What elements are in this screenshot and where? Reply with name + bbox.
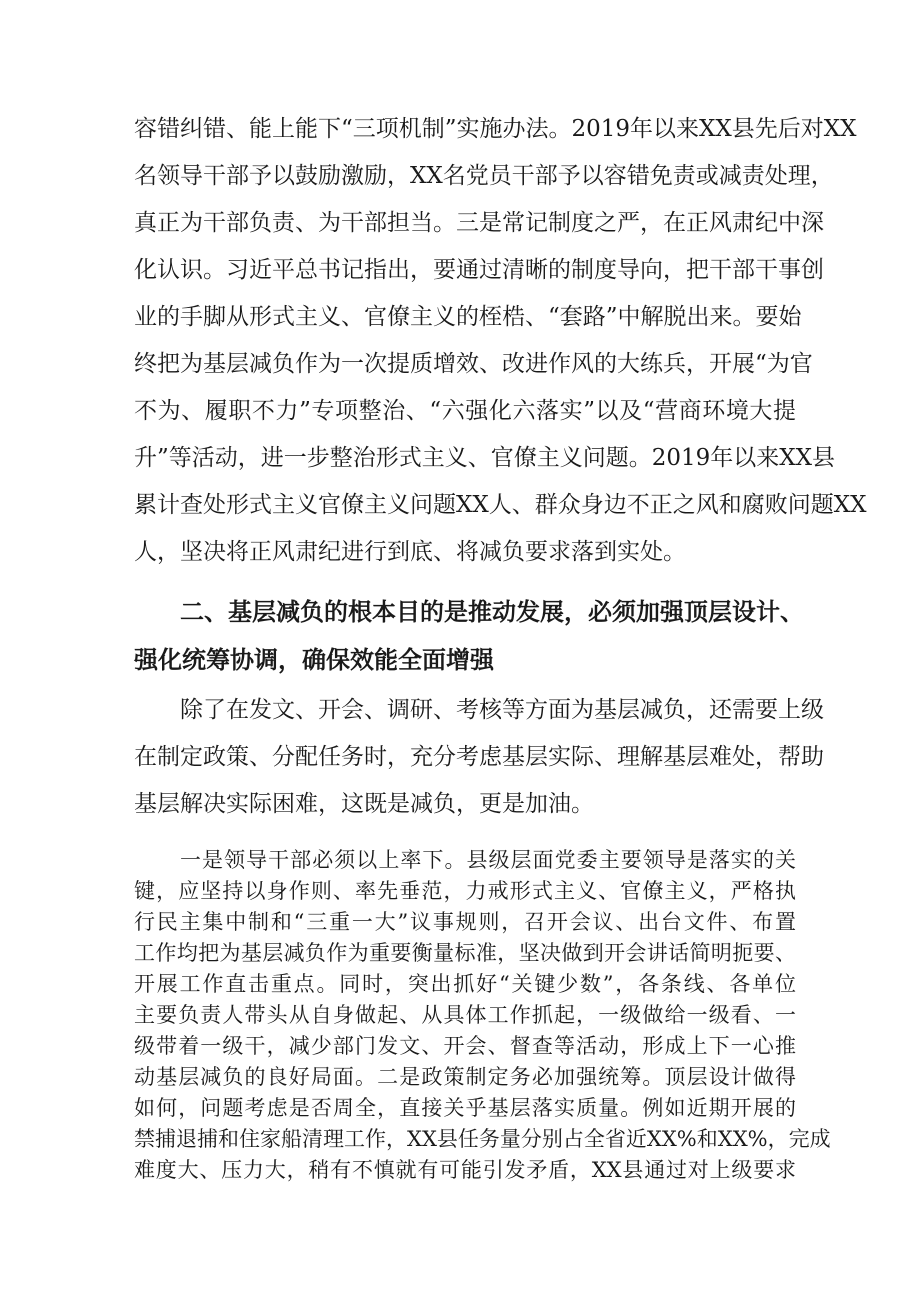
text-line: 键，应坚持以身作则、率先垂范，力戒形式主义、官僚主义，严格执 <box>134 879 796 903</box>
text-line: 人，坚决将正风肃纪进行到底、将减负要求落到实处。 <box>134 539 686 565</box>
text-line: 真正为干部负责、为干部担当。三是常记制度之严，在正风肃纪中深 <box>134 210 824 236</box>
text-line: 在制定政策、分配任务时，充分考虑基层实际、理解基层难处，帮助 <box>134 744 824 770</box>
text-line: 级带着一级干，减少部门发文、开会、督查等活动，形成上下一心推 <box>134 1034 796 1058</box>
text-line: 终把为基层减负作为一次提质增效、改进作风的大练兵，开展“为官 <box>134 351 813 377</box>
text-line: 一是领导干部必须以上率下。县级层面党委主要领导是落实的关 <box>180 848 796 872</box>
heading-line: 强化统筹协调，确保效能全面增强 <box>134 646 494 674</box>
text-line: 不为、履职不力”专项整治、“六强化六落实”以及“营商环境大提 <box>134 398 796 424</box>
text-line: 名领导干部予以鼓励激励，XX名党员干部予以容错免责或减责处理， <box>134 163 834 189</box>
text-line: 工作均把为基层减负作为重要衡量标准，坚决做到开会讲话简明扼要、 <box>134 941 796 965</box>
text-line: 难度大、压力大，稍有不慎就有可能引发矛盾，XX县通过对上级要求 <box>134 1158 796 1182</box>
text-line: 累计查处形式主义官僚主义问题XX人、群众身边不正之风和腐败问题XX <box>134 492 867 518</box>
heading-line: 二、基层减负的根本目的是推动发展，必须加强顶层设计、 <box>180 598 804 626</box>
text-line: 容错纠错、能上能下“三项机制”实施办法。2019年以来XX县先后对XX <box>134 116 857 142</box>
text-line: 如何，问题考虑是否周全，直接关乎基层落实质量。例如近期开展的 <box>134 1096 796 1120</box>
text-line: 动基层减负的良好局面。二是政策制定务必加强统筹。顶层设计做得 <box>134 1065 796 1089</box>
text-line: 开展工作直击重点。同时，突出抓好“关键少数”，各条线、各单位 <box>134 972 796 996</box>
text-line: 禁捕退捕和住家船清理工作，XX县任务量分别占全省近XX%和XX%，完成 <box>134 1127 831 1151</box>
text-line: 主要负责人带头从自身做起、从具体工作抓起，一级做给一级看、一 <box>134 1003 796 1027</box>
text-line: 除了在发文、开会、调研、考核等方面为基层减负，还需要上级 <box>180 697 824 723</box>
text-line: 化认识。习近平总书记指出，要通过清晰的制度导向，把干部干事创 <box>134 257 824 283</box>
text-line: 行民主集中制和“三重一大”议事规则，召开会议、出台文件、布置 <box>134 910 796 934</box>
text-line: 升”等活动，进一步整治形式主义、官僚主义问题。2019年以来XX县 <box>134 445 836 471</box>
text-line: 业的手脚从形式主义、官僚主义的桎梏、“套路”中解脱出来。要始 <box>134 304 802 330</box>
text-line: 基层解决实际困难，这既是减负，更是加油。 <box>134 791 594 817</box>
